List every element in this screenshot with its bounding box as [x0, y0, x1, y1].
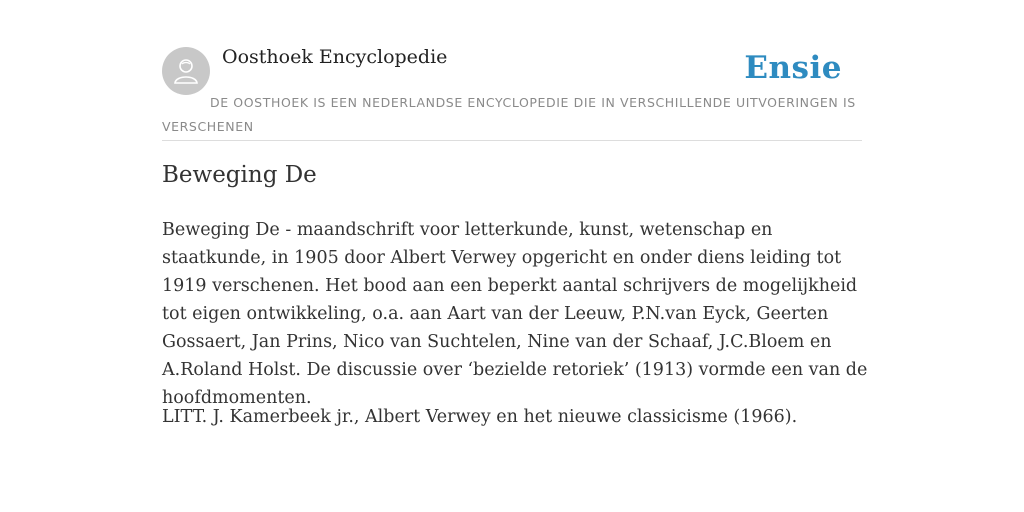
brand-logo[interactable]: Ensie	[744, 50, 842, 86]
user-icon	[171, 56, 201, 86]
page	[162, 0, 868, 427]
article-paragraph: Beweging De - maandschrift voor letterkunde, kunst, wetenschap en staatkunde, in 1905 door Albert Verwey opgericht en onder diens leiding tot 1919 verschenen. Het bood aan een beperkt aantal schrijvers de mogelijkheid tot eigen ontwikkeling, o.a. aan Aart van der Leeuw, P.N.van Eyck, Geerten Gossaert, Jan Prins, Nico van Suchtelen, Nine van der Schaaf, J.C.Bloem en A.Roland Holst. De discussie over ‘bezielde retoriek’ (1913) vormde een van de hoofdmomenten.	[162, 220, 868, 408]
avatar[interactable]	[162, 47, 210, 95]
source-name[interactable]: Oosthoek Encyclopedie	[222, 46, 448, 68]
article-title: Beweging De	[162, 162, 317, 188]
source-tagline: DE OOSTHOEK IS EEN NEDERLANDSE ENCYCLOPEDIE DIE IN VERSCHILLENDE UITVOERINGEN IS VERSCHENEN	[162, 95, 856, 134]
literature-reference: LITT. J. Kamerbeek jr., Albert Verwey en het nieuwe classicisme (1966).	[162, 407, 798, 427]
header	[162, 0, 862, 141]
